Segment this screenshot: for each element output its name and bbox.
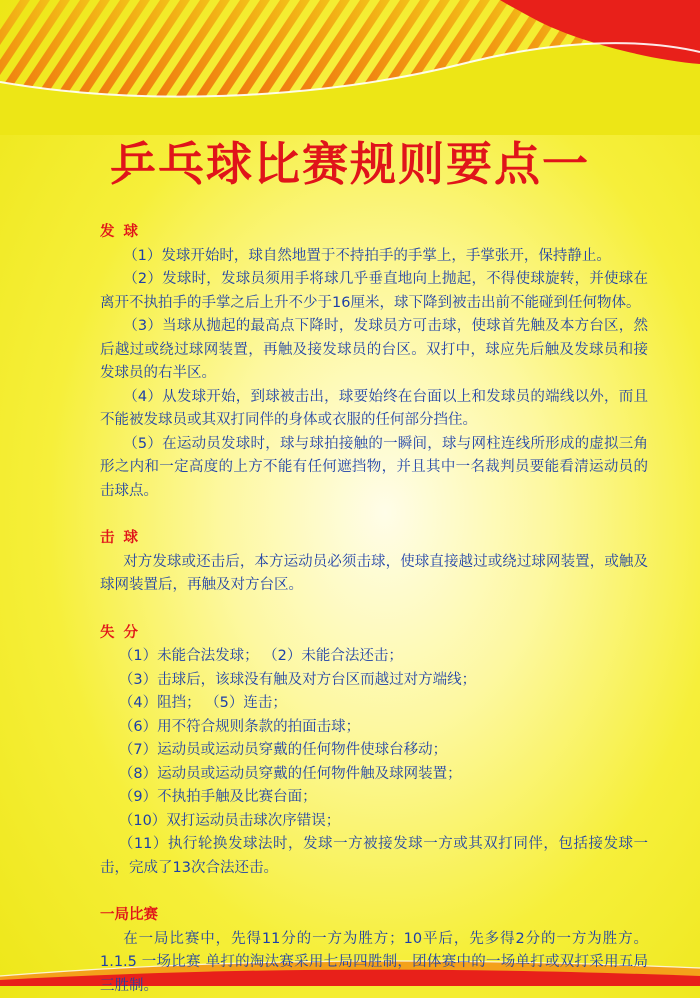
return-rule: 对方发球或还击后，本方运动员必须击球，使球直接越过或绕过球网装置，或触及球网装置后，再触及对方台区。 [100,551,648,598]
section-heading-game: 一局比赛 [100,904,648,928]
top-stripe-decoration [0,0,700,135]
point-rule-line: （9）不执拍手触及比赛台面； [100,786,648,810]
return-section [100,527,648,598]
game-rule: 在一局比赛中，先得11分的一方为胜方；10平后，先多得2分的一方为胜方。 1.1.5 一场比赛 单打的淘汰赛采用七局四胜制，团体赛中的一场单打或双打采用五局三胜制。 [100,928,648,998]
rules-content [100,221,648,998]
point-rule-line: （7）运动员或运动员穿戴的任何物件使球台移动； [100,739,648,763]
section-heading-return: 击 球 [100,527,648,551]
point-rule-line: （4）阻挡； （5）连击； [100,692,648,716]
section-heading-serve: 发 球 [100,221,648,245]
serve-rule-3: （3）当球从抛起的最高点下降时，发球员方可击球，使球首先触及本方台区，然后越过或绕过球网装置，再触及接发球员的台区。双打中，球应先后触及发球员和接发球员的右半区。 [100,315,648,386]
point-rule-line: （3）击球后，该球没有触及对方台区而越过对方端线； [100,669,648,693]
point-section [100,622,648,881]
serve-rule-4: （4）从发球开始，到球被击出，球要始终在台面以上和发球员的端线以外，而且不能被发球员或其双打同伴的身体或衣服的任何部分挡住。 [100,386,648,433]
point-rule-line: （1）未能合法发球； （2）未能合法还击； [100,645,648,669]
serve-section [100,221,648,503]
point-rule-line: （10）双打运动员击球次序错误； [100,810,648,834]
page-title: 乒乓球比赛规则要点一 [0,136,700,192]
point-rule-11: （11）执行轮换发球法时，发球一方被接发球一方或其双打同伴，包括接发球一击，完成了13次合法还击。 [100,833,648,880]
game-section [100,904,648,998]
section-heading-point: 失 分 [100,622,648,646]
point-rule-line: （8）运动员或运动员穿戴的任何物件触及球网装置； [100,763,648,787]
point-rule-line: （6）用不符合规则条款的拍面击球； [100,716,648,740]
serve-rule-1: （1）发球开始时，球自然地置于不持拍手的手掌上，手掌张开，保持静止。 [100,245,648,269]
serve-rule-2: （2）发球时，发球员须用手将球几乎垂直地向上抛起，不得使球旋转，并使球在离开不执拍手的手掌之后上升不少于16厘米，球下降到被击出前不能碰到任何物体。 [100,268,648,315]
serve-rule-5: （5）在运动员发球时，球与球拍接触的一瞬间，球与网柱连线所形成的虚拟三角形之内和一定高度的上方不能有任何遮挡物，并且其中一名裁判员要能看清运动员的击球点。 [100,433,648,504]
